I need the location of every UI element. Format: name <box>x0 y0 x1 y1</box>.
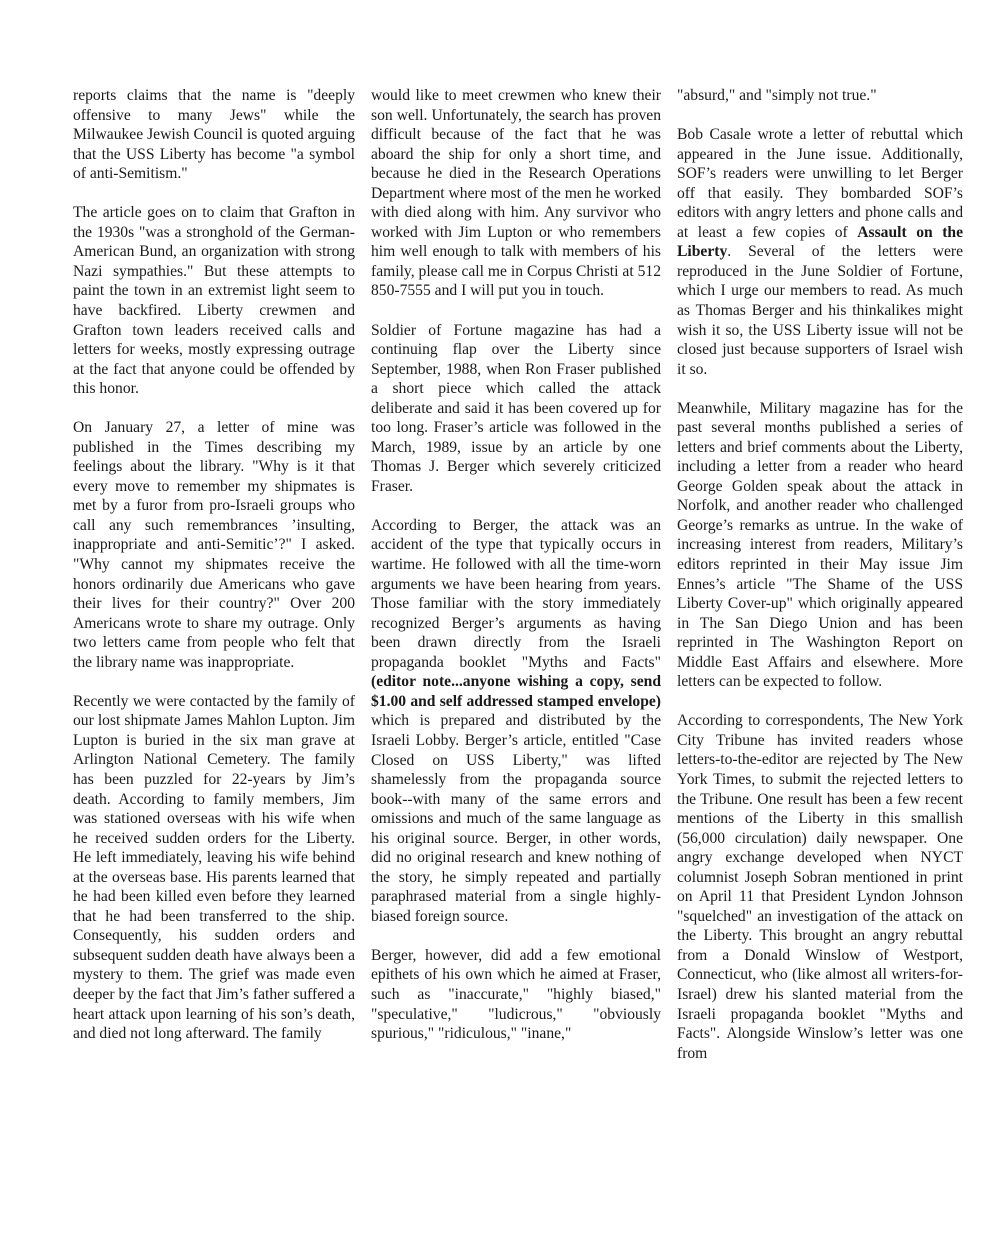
paragraph-text: . Several of the letters were reproduced in the June Soldier of Fortune, which I urge our members to read. As much as Thomas Berger and his thinkalikes might wish it so, the USS Liberty issue will not be closed just because supporters of Israel wish it so. <box>677 243 963 378</box>
paragraph: reports claims that the name is "deeply offensive to many Jews" while the Milwaukee Jewish Council is quoted arguing that the USS Liberty has become "a symbol of anti-Semitism." <box>73 87 355 183</box>
text-column-1 <box>73 86 355 1063</box>
paragraph: "absurd," and "simply not true." <box>677 87 877 104</box>
text-column-3 <box>677 86 963 1083</box>
editor-note: (editor note...anyone wishing a copy, send $1.00 and self addressed stamped envelope) <box>371 673 661 710</box>
paragraph-text: which is prepared and distributed by the Israeli Lobby. Berger’s article, entitled "Case Closed on USS Liberty," was lifted shamelessly from the propaganda source book--with many of the same errors and omissions and much of the same language as his original source. Berger, in other words, did no original research and knew nothing of the story, he simply repeated and partially paraphrased material from a single highly-biased foreign source. <box>371 712 661 925</box>
paragraph <box>677 125 963 379</box>
paragraph-text: According to Berger, the attack was an accident of the type that typically occurs in wartime. He followed with all the time-worn arguments we have been hearing from years. Those familiar with the story immediately recognized Berger’s arguments as having been drawn directly from the Israeli propaganda booklet "Myths and Facts" <box>371 516 661 671</box>
paragraph: Soldier of Fortune magazine has had a continuing flap over the Liberty since September, 1988, when Ron Fraser published a short piece which called the attack deliberate and said it has been covered up for too long. Fraser’s article was followed in the March, 1989, issue by an article by one Thomas J. Berger which severely criticized Fraser. <box>371 321 661 495</box>
text-column-2 <box>371 86 661 1063</box>
paragraph: The article goes on to claim that Grafton in the 1930s "was a stronghold of the German-American Bund, an organization with strong Nazi sympathies." But these attempts to paint the town in an extremist light seem to have backfired. Liberty crewmen and Grafton town leaders received calls and letters for weeks, mostly expressing outrage at the fact that anyone could be offended by this honor. <box>73 204 355 398</box>
book-title: Assault on the Liberty <box>677 223 963 261</box>
paragraph-text: Bob Casale wrote a letter of rebuttal which appeared in the June issue. Additionally, SOF’s readers were unwilling to let Berger off that easily. They bombarded SOF’s editors with angry letters and phone calls and at least a few copies of <box>677 126 963 241</box>
paragraph: According to correspondents, The New York City Tribune has invited readers whose letters-to-the-editor are rejected by The New York Times, to submit the rejected letters to the Tribune. One result has been a few recent mentions of the Liberty in this smallish (56,000 circulation) daily newspaper. One angry exchange developed when NYCT columnist Joseph Sobran mentioned in print on April 11 that President Lyndon Johnson "squelched" an investigation of the attack on the Liberty. This brought an angry rebuttal from a Donald Winslow of Westport, Connecticut, who (like almost all writers-for-Israel) drew his slanted material from the Israeli propaganda booklet "Myths and Facts". Alongside Winslow’s letter was one from <box>677 712 963 1062</box>
paragraph: would like to meet crewmen who knew their son well. Unfortunately, the search has proven difficult because of the fact that he was aboard the ship for only a short time, and because he died in the Research Operations Department where most of the men he worked with died along with him. Any survivor who worked with Jim Lupton or who remembers him well enough to talk with members of his family, please call me in Corpus Christi at 512 850-7555 and I will put you in touch. <box>371 87 661 300</box>
paragraph: Meanwhile, Military magazine has for the past several months published a series of letters and brief comments about the Liberty, including a letter from a reader who heard George Golden speak about the attack in Norfolk, and another reader who challenged George’s remarks as untrue. In the wake of increasing interest from readers, Military’s editors reprinted in their May issue Jim Ennes’s article "The Shame of the USS Liberty Cover-up" which originally appeared in The San Diego Union and has been reprinted in The Washington Report on Middle East Affairs and elsewhere. More letters can be expected to follow. <box>677 399 963 691</box>
paragraph: On January 27, a letter of mine was published in the Times describing my feelings about the library. "Why is it that every move to remember my shipmates is met by a furor from pro-Israeli groups who call any such remembrances ’insulting, inappropriate and anti-Semitic’?" I asked. "Why cannot my shipmates receive the honors ordinarily due Americans who gave their lives for their country?" Over 200 Americans wrote to share my outrage. Only two letters came from people who felt that the library name was inappropriate. <box>73 419 355 671</box>
paragraph: Berger, however, did add a few emotional epithets of his own which he aimed at Fraser, such as "inaccurate," "highly biased," "speculative," "ludicrous," "obviously spurious," "ridiculous," "inane," <box>371 946 661 1043</box>
paragraph: Recently we were contacted by the family of our lost shipmate James Mahlon Lupton. Jim Lupton is buried in the six man grave at Arlington National Cemetery. The family has been puzzled for 22-years by Jim’s death. According to family members, Jim was stationed overseas with his wife when he received sudden orders for the Liberty. He left immediately, leaving his wife behind at the overseas base. His parents learned that he had been killed even before they learned that he had been transferred to the ship. Consequently, his sudden orders and subsequent sudden death have always been a mystery to them. The grief was made even deeper by the fact that Jim’s father suffered a heart attack upon learning of his son’s death, and died not long afterward. The family <box>73 692 355 1043</box>
paragraph <box>371 516 661 926</box>
